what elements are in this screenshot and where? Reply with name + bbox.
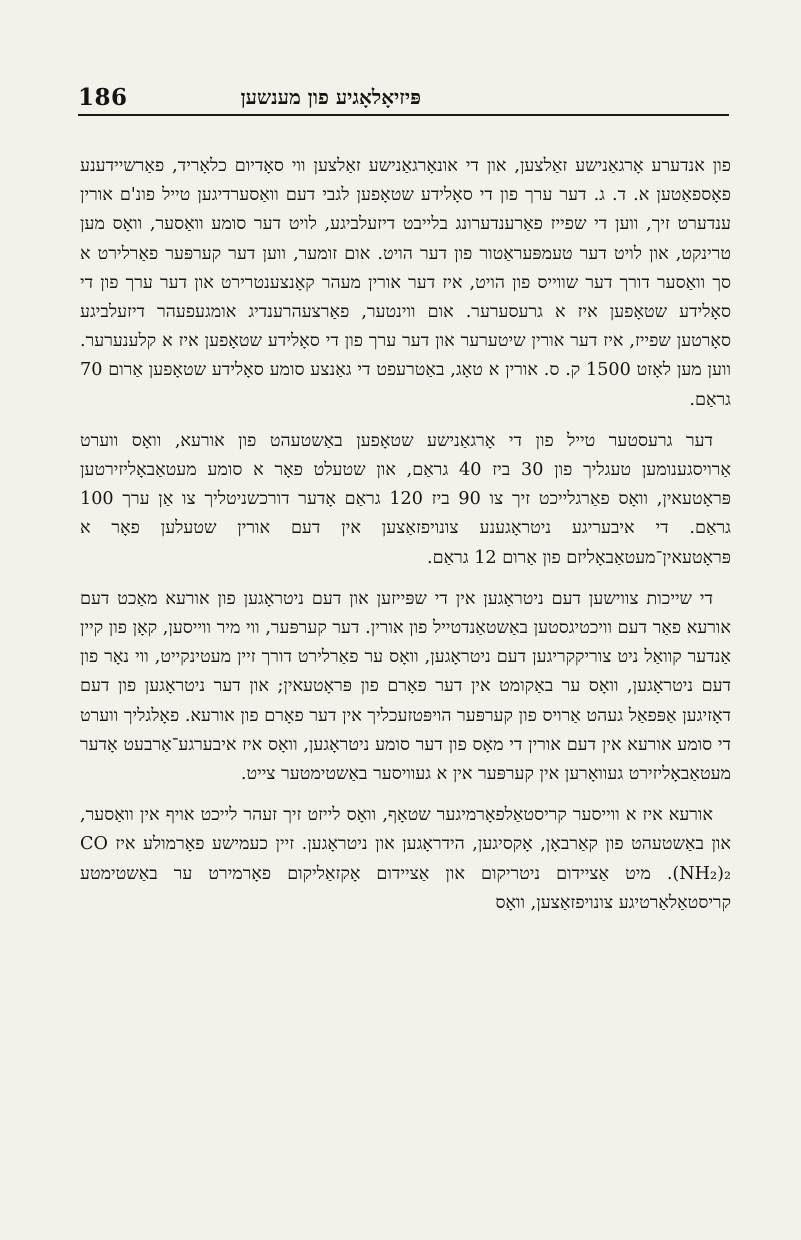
paragraph-2: דער גרעסטער טייל פון די אָרגאַנישע שטאָפען באַשטעהט פון אורעא, וואָס ווערט אַרויסגענומען טעגליך פון 30 ביז 40 גראַם, און שטעלט פאָר א סומע מעטאַבאָליזירטען פּראָטעאין, וואָס פאַרגלייכט זיך צו 90 ביז 120 גראַם אָדער דורכשניטליך צו אַן ערך 100 גראַם. די איבעריגע ניטראָגענע צונויפזאַצען אין דעם אורין שטעלען פאָר א פּראָטעאין־מעטאַבאָליזם פון אַרום 12 גראַם. (80, 430, 731, 568)
body-text (80, 152, 731, 918)
running-title: פּיזיאָלאָגיע פון מענשען (240, 85, 421, 109)
paragraph-3: די שייכות צווישען דעם ניטראָגען אין די שפּייזען און דעם ניטראָגען פון אורעא מאַכט דעם אורעא פאַר דעם וויכטיגסטען באַשטאַנדטייל פון אורין. דער קערפּער, ווי מיר ווייסען, קאָן פון קיין אַנדער קוואַל ניט צוריקקריגען דעם ניטראָגען, וואָס ער פאַרלירט דורך זיין מעטינקייט, ווי נאָר פון דעם ניטראָגען, וואָס ער באַקומט אין דער פאָרם פון פּראָטעאין; און דער ניטראָגען פון דעם דאָזיגען אַפּפאַל געהט אַרויס פון קערפּער הויפּטזעכליך אין דער פאָרם פון אורעא. פאָלגליך ווערט די סומע אורעא אין דעם אורין די מאָס פון דער סומע ניטראָגען, וואָס איז איבערגע־אַרבעט אָדער מעטאַבאָליזירט געוואָרען אין קערפּער אין א געוויסער באַשטימטער צייט. (80, 588, 731, 785)
page-number: 186 (78, 84, 128, 111)
header-rule (78, 114, 729, 116)
paragraph-4: אורעא איז א ווייסער קריסטאַלפאָרמיגער שטאָף, וואָס לייזט זיך זעהר לייכט אויף אין וואַסער, און באַשטעהט פון קאַרבאָן, אָקסיגען, הידראָגען און ניטראָגען. זיין כעמישע פאָרמולע איז CO (NH₂)₂. מיט אַציידום ניטריקום און אַציידום אָקזאַליקום פאָרמירט ער באַשטימטע קריסטאַלאַרטיגע צונויפזאַצען, וואָס (80, 805, 731, 913)
paragraph-1: פון אנדערע אָרגאַנישע זאַלצען, און די אונאָרגאַנישע זאַלצען ווי סאָדיום כלאָריד, פאַרשיידענע פאָספאַטען א. ד. ג. דער ערך פון די סאָלידע שטאָפען לגבי דעם וואַסערדיגען טייל פונ'ם אורין ענדערט זיך, ווען די שפייז פאַרענדערונג בלייבט דיזעלביגע, לויט דער סומע וואַסער, וואָס מען טרינקט, און לויט דער טעמפּעראַטור פון דער הויט. אום זומער, ווען דער קערפּער פאַרלירט א סך וואַסער דורך דער שווייס פון הויט, איז דער אורין מעהר קאָנצענטרירט און דער ערך פון די סאָלידע שטאָפען איז א גרעסערער. אום ווינטער, פאַרצעהרענדיג אומגעפעהר דיזעלביגע סאָרטען שפייז, איז דער אורין שיטערער און דער ערך פון די סאָלידע שטאָפען איז א קלענערער. ווען מען לאָזט 1500 ק. ס. אורין א טאָג, באַטרעפט די גאַנצע סומע סאָלידע שטאָפען אַרום 70 גראַם. (80, 156, 731, 410)
page-header (78, 84, 729, 118)
